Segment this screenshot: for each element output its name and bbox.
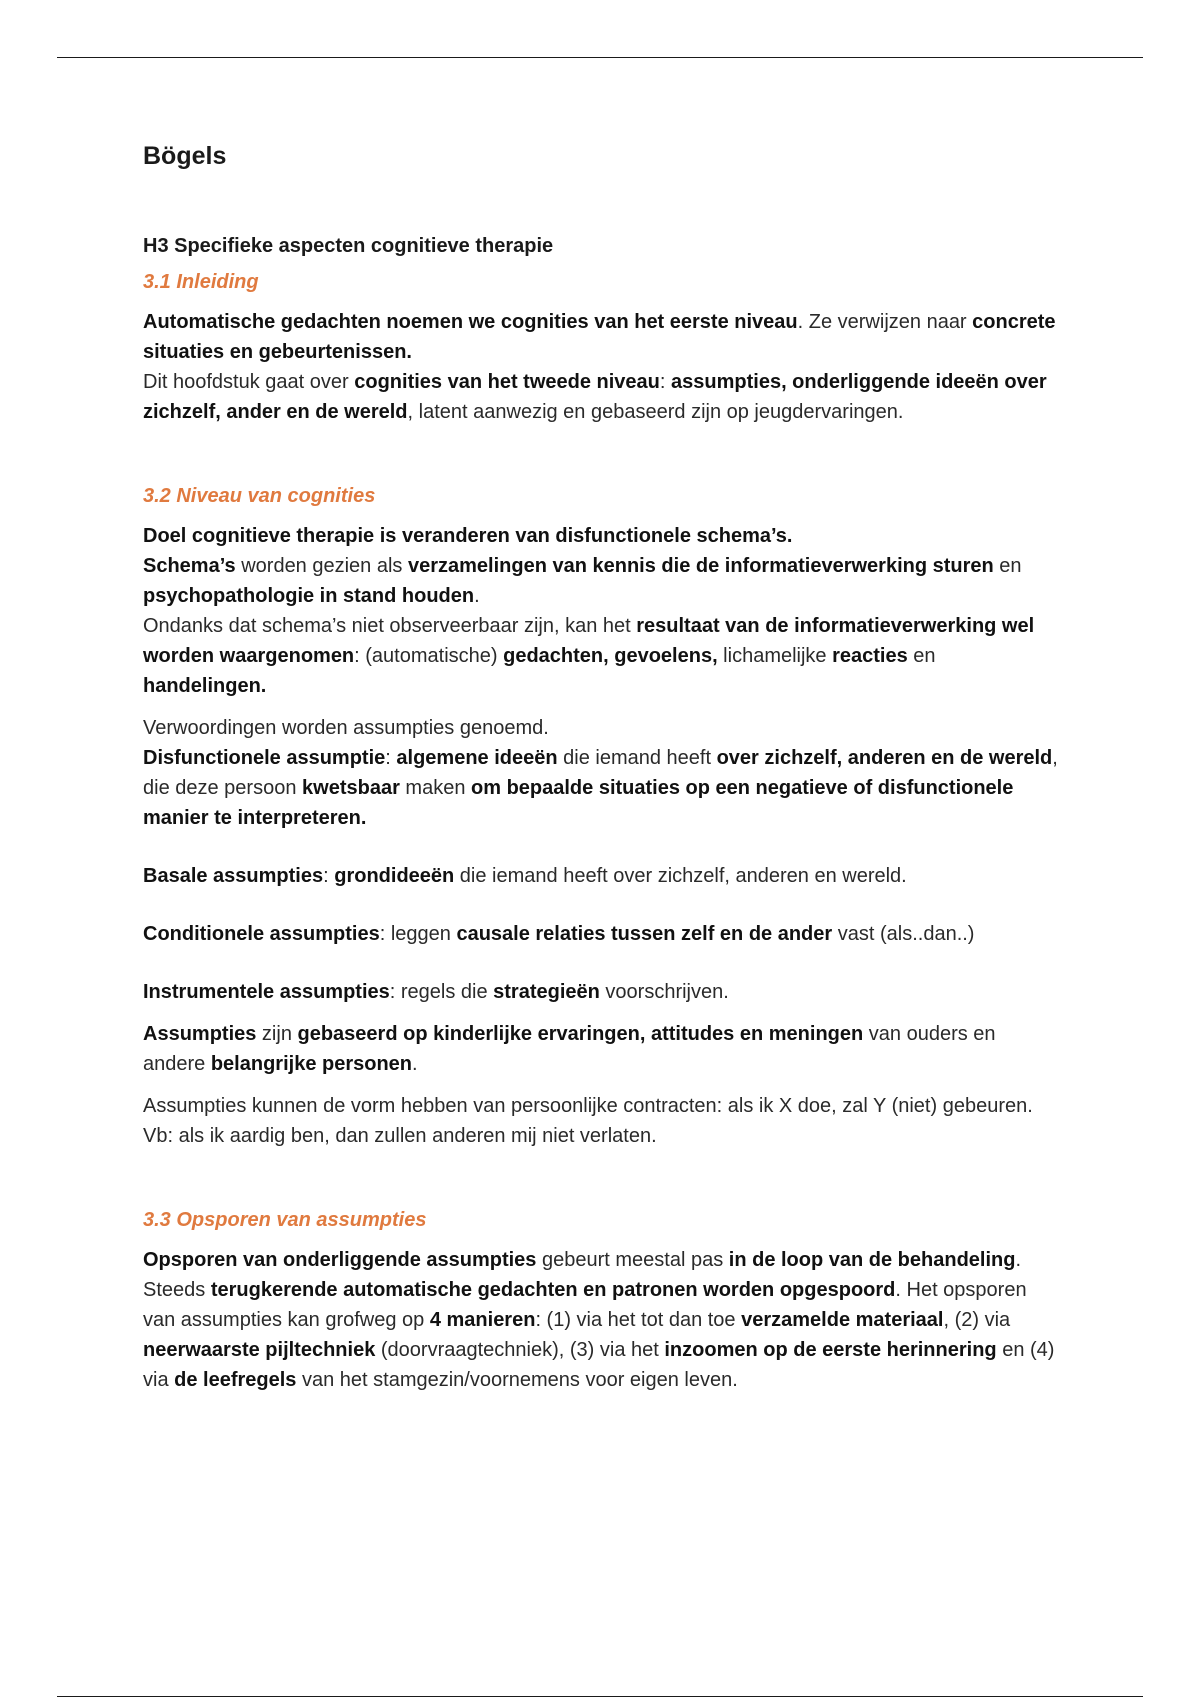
bold-text: psychopathologie in stand houden [143, 584, 475, 607]
text-run: . [412, 1052, 418, 1075]
text-run: gebeurt meestal pas [536, 1248, 729, 1271]
text-run: Ondanks dat schema’s niet observeerbaar zijn, kan het [143, 614, 637, 637]
text-run: Assumpties kunnen de vorm hebben van persoonlijke contracten: als ik X doe, zal Y (niet) gebeuren. Vb: als ik aardig ben, dan zullen anderen mij niet verlaten. [143, 1094, 1033, 1147]
bold-text: belangrijke personen [210, 1052, 413, 1075]
bold-text: Automatische gedachten noemen we cognities van het eerste niveau [143, 310, 798, 333]
text-run: : leggen [379, 922, 457, 945]
bold-text: gebaseerd op kinderlijke ervaringen, attitudes en meningen [297, 1022, 864, 1045]
sections-container [143, 269, 1063, 1395]
paragraph [143, 1091, 1063, 1151]
section-heading: 3.1 Inleiding [143, 270, 259, 293]
text-run: : [659, 370, 672, 393]
bold-text: verzamelingen van kennis die de informatieverwerking sturen [407, 554, 994, 577]
text-run: , (2) via [943, 1308, 1011, 1331]
text-run: van ouders en andere [143, 1022, 996, 1075]
bold-text: reacties [832, 644, 908, 667]
text-run: : regels die [389, 980, 494, 1003]
bold-text: over zichzelf, anderen en de wereld [716, 746, 1053, 769]
text-run: : (automatische) [354, 644, 504, 667]
bold-text: Instrumentele assumpties [143, 980, 390, 1003]
bold-text: om bepaalde situaties op een negatieve of disfunctionele manier te interpreteren. [143, 776, 1014, 829]
document-page [143, 140, 1063, 1407]
text-run: zijn [256, 1022, 298, 1045]
text-run: van het stamgezin/voornemens voor eigen leven. [296, 1368, 738, 1391]
text-run: , die deze persoon [143, 746, 1058, 799]
bold-text: in de loop van de behandeling [728, 1248, 1016, 1271]
text-run: die iemand heeft [557, 746, 717, 769]
document-title: Bögels [143, 142, 227, 170]
text-run: , latent aanwezig en gebaseerd zijn op jeugdervaringen. [407, 400, 904, 423]
bold-text: Opsporen van onderliggende assumpties [143, 1248, 537, 1271]
bold-text: 4 manieren [429, 1308, 536, 1331]
bold-text: terugkerende automatische gedachten en patronen worden opgespoord [210, 1278, 896, 1301]
bold-text: Basale assumpties [143, 864, 324, 887]
paragraph [143, 521, 1063, 701]
bold-text: cognities van het tweede niveau [354, 370, 660, 393]
text-run: die iemand heeft over zichzelf, anderen en wereld. [454, 864, 907, 887]
bold-text: assumpties, onderliggende ideeën over zichzelf, ander en de wereld [143, 370, 1047, 423]
text-run: . Ze verwijzen naar [797, 310, 973, 333]
bold-text: causale relaties tussen zelf en de ander [456, 922, 833, 945]
paragraph [143, 1019, 1063, 1079]
bold-text: neerwaarste pijltechniek [143, 1338, 376, 1361]
text-run: (doorvraagtechniek), (3) via het [375, 1338, 665, 1361]
text-run: vast (als..dan..) [832, 922, 975, 945]
bold-text: strategieën [493, 980, 600, 1003]
text-run: en (4) via [143, 1338, 1055, 1391]
paragraph [143, 713, 1063, 833]
paragraph [143, 861, 1063, 891]
paragraph [143, 919, 1063, 949]
bold-text: concrete situaties en gebeurtenissen. [143, 310, 1056, 363]
text-run: en [907, 644, 936, 667]
text-run: voorschrijven. [599, 980, 729, 1003]
paragraph [143, 1245, 1063, 1395]
text-run: Verwoordingen worden assumpties genoemd. [143, 716, 549, 739]
text-run: : (1) via het tot dan toe [535, 1308, 742, 1331]
bold-text: Assumpties [143, 1022, 257, 1045]
text-run: : [323, 864, 335, 887]
text-run: en [993, 554, 1022, 577]
text-run: . Steeds [143, 1248, 1022, 1301]
text-run: Dit hoofdstuk gaat over [143, 370, 355, 393]
top-rule [57, 57, 1143, 58]
bold-text: handelingen. [143, 674, 267, 697]
text-run: worden gezien als [235, 554, 408, 577]
paragraph [143, 307, 1063, 427]
bold-text: Doel cognitieve therapie is veranderen van disfunctionele schema’s. [143, 524, 793, 547]
bold-text: Conditionele assumpties [143, 922, 380, 945]
bold-text: Schema’s [143, 554, 236, 577]
bold-text: de leefregels [174, 1368, 297, 1391]
text-run: . [474, 584, 480, 607]
section-heading: 3.3 Opsporen van assumpties [143, 1208, 427, 1231]
bold-text: verzamelde materiaal [741, 1308, 944, 1331]
bold-text: resultaat van de informatieverwerking wel worden waargenomen [143, 614, 1035, 667]
chapter-title: H3 Specifieke aspecten cognitieve therapie [143, 234, 554, 257]
text-run: lichamelijke [717, 644, 833, 667]
text-run: : [385, 746, 397, 769]
bold-text: gedachten, gevoelens, [503, 644, 718, 667]
section-heading: 3.2 Niveau van cognities [143, 484, 376, 507]
paragraph [143, 977, 1063, 1007]
bold-text: kwetsbaar [302, 776, 400, 799]
bold-text: algemene ideeën [396, 746, 558, 769]
bold-text: Disfunctionele assumptie [143, 746, 386, 769]
bottom-rule [57, 1696, 1143, 1697]
text-run: maken [399, 776, 472, 799]
bold-text: inzoomen op de eerste herinnering [664, 1338, 997, 1361]
text-run: . Het opsporen van assumpties kan grofweg op [143, 1278, 1027, 1331]
bold-text: grondideeën [334, 864, 455, 887]
